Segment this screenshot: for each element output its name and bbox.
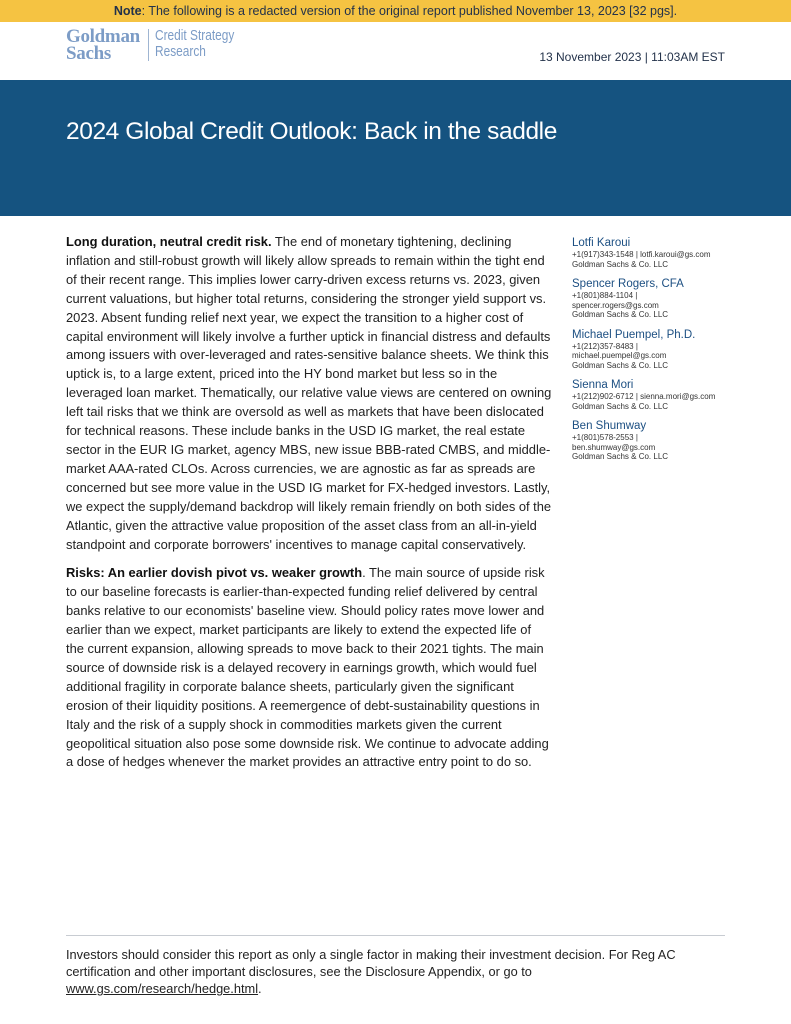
author-contact-line: +1(917)343-1548 | lotfi.karoui@gs.com [572,250,711,259]
author-contact-line: Goldman Sachs & Co. LLC [572,360,669,370]
goldman-sachs-logo [66,28,252,62]
author-contact-line: Goldman Sachs & Co. LLC [572,310,669,319]
author-contact-line: Goldman Sachs & Co. LLC [572,401,669,411]
author-contact-line: Goldman Sachs & Co. LLC [572,452,669,461]
author-contact-line: +1(801)578-2553 | [572,433,638,442]
author-entry [572,237,752,269]
logo-wordmark [66,28,140,62]
disclosure-link[interactable]: www.gs.com/research/hedge.html [66,981,259,997]
paragraph-2-text: . The main source of upside risk to our baseline forecasts is earlier-than-expected funding relief delivered by central banks relative to our economists' baseline view. Should policy rates move lower and earlier than we expect, market participants are likely to extend the expected life of the current expansion, allowing spreads to move back to their 2021 tights. The main source of downside risk is a delayed recovery in earnings growth, which would fuel additional fragility in corporate balance sheets, particularly given the significant erosion of their liquidity positions. A reemergence of debt-sustainability questions in Italy and the risk of a supply shock in commodities markets given the current geopolitical situation also pose some downside risk. We continue to advocate adding a dose of hedges whenever the market provides an attractive entry point to do so. [66,565,549,770]
logo-dept-line-2: Research [154,44,206,60]
author-contact-line: +1(212)357-8483 | [572,341,638,351]
author-contact-line: +1(212)902-6712 | sienna.mori@gs.com [572,392,716,401]
author-contact-line: spencer.rogers@gs.com [572,300,659,310]
footer-text: Investors should consider this report as only a single factor in making their investment decision. For Reg AC certification and other important disclosures, see the Disclosure Appendix, or go to [66,947,676,980]
author-entry [572,420,752,462]
paragraph-2 [66,564,552,772]
author-name: Lotfi Karoui [572,237,631,249]
logo-line-1: Goldman [66,26,140,47]
author-entry [572,278,752,320]
logo-department [155,28,234,60]
author-contact-line: +1(801)884-1104 | [572,291,638,300]
footer-divider [66,935,725,936]
author-contact-line: michael.puempel@gs.com [572,351,667,360]
author-contact-line: Goldman Sachs & Co. LLC [572,259,669,269]
paragraph-1-lead: Long duration, neutral credit risk. [66,234,272,249]
logo-line-2: Sachs [66,43,111,64]
publish-datetime: 13 November 2023 | 11:03AM EST [539,50,725,64]
disclosure-footer [66,946,725,998]
report-title: 2024 Global Credit Outlook: Back in the saddle [66,118,557,145]
author-entry [572,329,752,371]
author-contact-line: ben.shumway@gs.com [572,442,656,452]
author-name: Spencer Rogers, CFA [572,278,684,290]
logo-divider [148,29,149,61]
logo-dept-line-1: Credit Strategy [154,28,235,44]
author-entry [572,379,752,411]
paragraph-1 [66,233,552,554]
author-name: Sienna Mori [572,379,634,391]
title-banner [0,80,791,216]
note-text: : The following is a redacted version of the original report published November 13, 2023 [32 pgs]. [141,4,678,18]
report-summary [66,233,552,782]
paragraph-1-text: The end of monetary tightening, declining inflation and still-robust growth will likely allow spreads to remain within the tight end of their recent range. This implies lower carry-driven excess returns vs. 2023, given current valuations, but higher total returns, considering the stronger yield support vs. 2023. Absent funding relief next year, we expect the transition to a higher cost of capital environment will likely involve a further uptick in financial distress and defaults among issuers with over-leveraged and rates-sensitive balance sheets. We think this uptick is, to a large extent, priced into the HY bond market but less so in the leveraged loan market. Thematically, our relative value views are centered on owning left tail risks that we think are oversold as well as markets that have been dislocated for technical reasons. These include banks in the USD IG market, the real estate sector in the EUR IG market, agency MBS, new issue BBB-rated CMBS, and middle-market AAA-rated CLOs. Across currencies, we are agnostic as far as spreads are concerned but see more value in the USD IG market for FX-hedged investors. Lastly, we expect the supply/demand backdrop will likely remain friendly on both sides of the Atlantic, given the attractive value proposition of the asset class from an all-in-yield standpoint and corporate borrowers' incentives to manage capital conservatively. [66,234,552,552]
author-name: Ben Shumway [572,420,647,432]
note-label: Note [113,4,142,18]
footer-end: . [258,981,262,997]
paragraph-2-lead: Risks: An earlier dovish pivot vs. weaker growth [66,565,363,581]
author-name: Michael Puempel, Ph.D. [572,328,696,341]
redaction-note-bar [0,0,791,22]
authors-list [572,237,752,471]
